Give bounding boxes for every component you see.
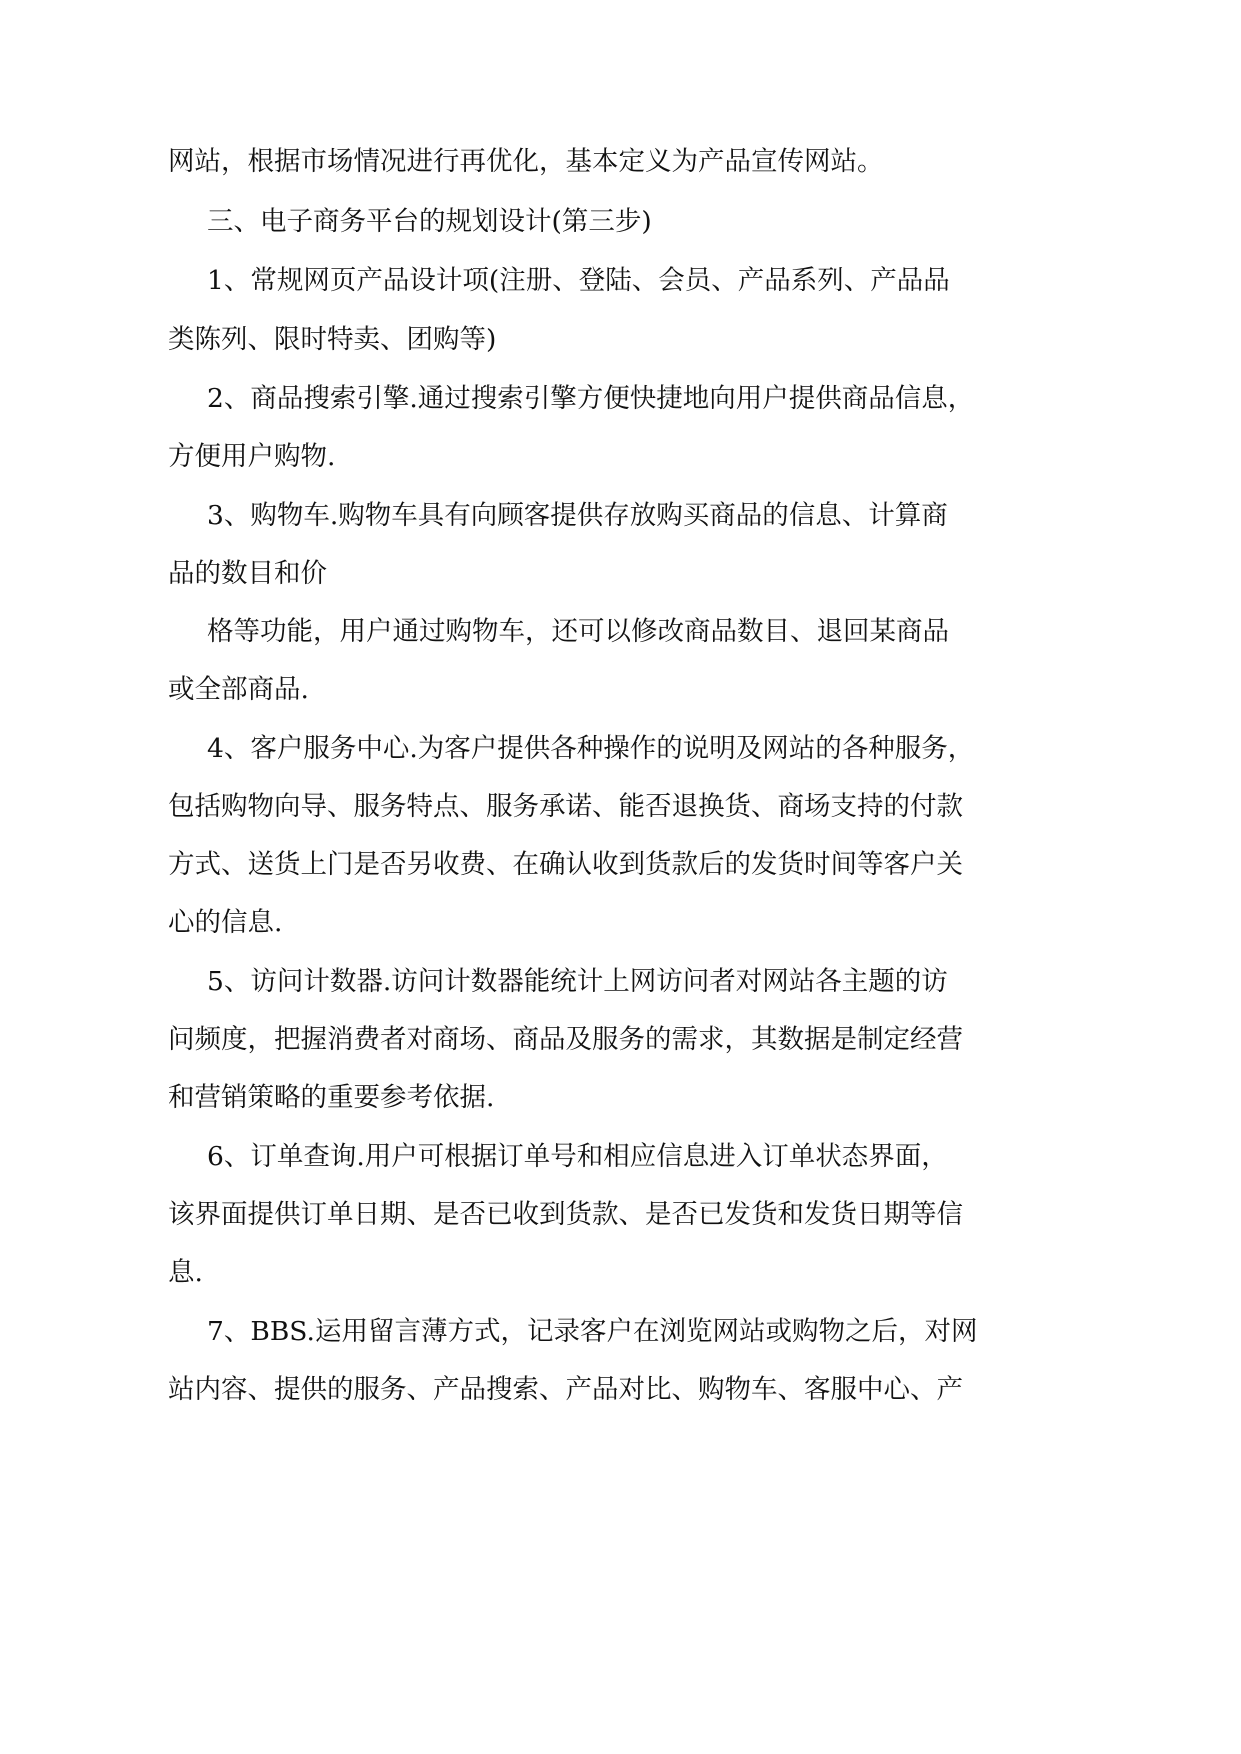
text-line-item-5: 5、访问计数器.访问计数器能统计上网访问者对网站各主题的访 <box>207 966 948 997</box>
text-line-continuation: 方式、送货上门是否另收费、在确认收到货款后的发货时间等客户关 <box>168 849 963 880</box>
text-line-continuation: 问频度，把握消费者对商场、商品及服务的需求，其数据是制定经营 <box>168 1024 963 1055</box>
text-line-continuation: 或全部商品. <box>168 674 309 705</box>
text-line-continuation: 息. <box>168 1257 203 1288</box>
text-line-item-6: 6、订单查询.用户可根据订单号和相应信息进入订单状态界面， <box>207 1141 948 1172</box>
text-line-continuation: 类陈列、限时特卖、团购等) <box>168 324 497 355</box>
text-line-continuation: 和营销策略的重要参考依据. <box>168 1082 495 1113</box>
text-line-continuation: 该界面提供订单日期、是否已收到货款、是否已发货和发货日期等信 <box>168 1199 963 1230</box>
text-line-item-3: 3、购物车.购物车具有向顾客提供存放购买商品的信息、计算商 <box>207 500 948 531</box>
text-line-item-4: 4、客户服务中心.为客户提供各种操作的说明及网站的各种服务， <box>207 733 975 764</box>
text-line-continuation: 品的数目和价 <box>168 558 327 589</box>
text-line-continuation: 方便用户购物. <box>168 441 336 472</box>
text-line-continuation: 心的信息. <box>168 907 283 938</box>
text-line-item-7: 7、BBS.运用留言薄方式，记录客户在浏览网站或购物之后，对网 <box>207 1316 978 1347</box>
text-line-paragraph: 格等功能，用户通过购物车，还可以修改商品数目、退回某商品 <box>207 616 949 647</box>
text-line-item-2: 2、商品搜索引擎.通过搜索引擎方便快捷地向用户提供商品信息， <box>207 383 975 414</box>
text-line-continuation: 网站，根据市场情况进行再优化，基本定义为产品宣传网站。 <box>168 146 884 177</box>
text-line-item-1: 1、常规网页产品设计项(注册、登陆、会员、产品系列、产品品 <box>207 265 950 296</box>
text-line-continuation: 站内容、提供的服务、产品搜索、产品对比、购物车、客服中心、产 <box>168 1374 963 1405</box>
section-heading: 三、电子商务平台的规划设计(第三步) <box>207 206 652 237</box>
text-line-continuation: 包括购物向导、服务特点、服务承诺、能否退换货、商场支持的付款 <box>168 791 963 822</box>
